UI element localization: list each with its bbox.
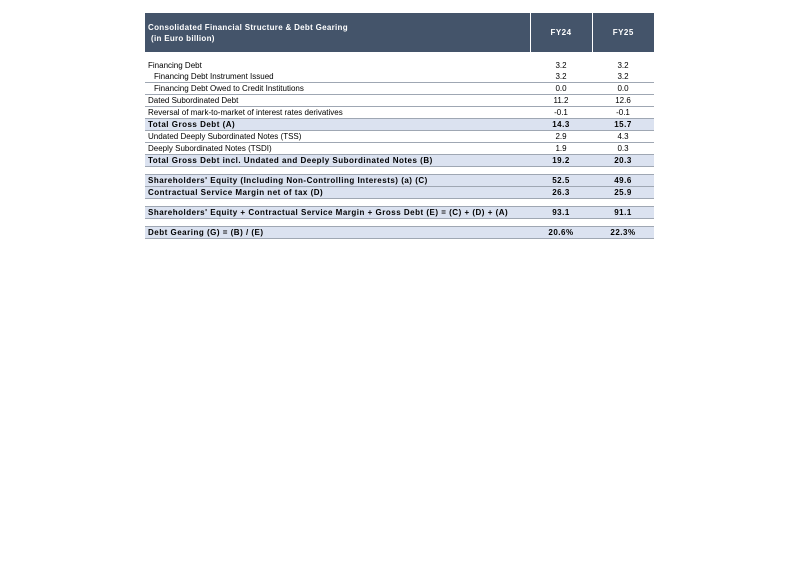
- row-value-fy25: 20.3: [592, 155, 654, 167]
- row-value-fy25: 0.3: [592, 143, 654, 155]
- row-label: Deeply Subordinated Notes (TSDI): [145, 143, 530, 155]
- row-label: Financing Debt: [148, 61, 202, 70]
- row-value-fy24: 52.5: [530, 175, 592, 187]
- row-value-fy25: 4.3: [592, 131, 654, 143]
- table-row: [145, 143, 654, 155]
- total-row: [145, 175, 654, 187]
- row-label: Dated Subordinated Debt: [145, 95, 530, 107]
- row-value-fy24: 93.1: [530, 207, 592, 219]
- table-row: [145, 131, 654, 143]
- row-value-fy25: 91.1: [592, 207, 654, 219]
- total-row: [145, 155, 654, 167]
- row-value-fy24: 19.2: [530, 155, 592, 167]
- row-label: Contractual Service Margin net of tax (D): [145, 187, 530, 199]
- table-title-line1: Consolidated Financial Structure & Debt Gearing: [148, 22, 348, 32]
- financial-structure-table: [145, 13, 654, 239]
- column-header-fy24: FY24: [530, 13, 592, 52]
- row-value-fy24: 26.3: [530, 187, 592, 199]
- row-value-fy25: 3.2: [617, 61, 629, 70]
- row-label: Financing Debt Instrument Issued: [145, 71, 530, 83]
- table-row: [145, 83, 654, 95]
- row-value-fy24: 1.9: [530, 143, 592, 155]
- row-label: Total Gross Debt (A): [145, 119, 530, 131]
- table-row: [145, 107, 654, 119]
- row-value-fy25: -0.1: [592, 107, 654, 119]
- table-row: [145, 71, 654, 83]
- row-label: Financing Debt Owed to Credit Institutions: [145, 83, 530, 95]
- row-label: Shareholders' Equity + Contractual Service Margin + Gross Debt (E) = (C) + (D) + (A): [145, 207, 530, 219]
- row-value-fy24: 11.2: [530, 95, 592, 107]
- table-title-line2: (in Euro billion): [151, 33, 215, 43]
- row-label: Reversal of mark-to-market of interest rates derivatives: [145, 107, 530, 119]
- table-header: [145, 13, 654, 52]
- row-value-fy25: 0.0: [592, 83, 654, 95]
- total-row: [145, 187, 654, 199]
- row-value-fy25: 12.6: [592, 95, 654, 107]
- row-value-fy24: 20.6%: [530, 227, 592, 239]
- total-row: [145, 207, 654, 219]
- row-label: Shareholders' Equity (Including Non-Controlling Interests) (a) (C): [145, 175, 530, 187]
- row-value-fy24: 2.9: [530, 131, 592, 143]
- row-value-fy24: 14.3: [530, 119, 592, 131]
- row-value-fy25: 49.6: [592, 175, 654, 187]
- total-row: [145, 227, 654, 239]
- row-value-fy24: -0.1: [530, 107, 592, 119]
- row-value-fy25: 22.3%: [592, 227, 654, 239]
- row-label: Debt Gearing (G) = (B) / (E): [145, 227, 530, 239]
- row-value-fy25: 25.9: [592, 187, 654, 199]
- row-value-fy25: 3.2: [592, 71, 654, 83]
- column-header-fy25: FY25: [592, 13, 654, 52]
- table-row: [145, 95, 654, 107]
- total-row: [145, 119, 654, 131]
- row-value-fy25: 15.7: [592, 119, 654, 131]
- row-value-fy24: 3.2: [530, 71, 592, 83]
- row-value-fy24: 0.0: [530, 83, 592, 95]
- row-label: Undated Deeply Subordinated Notes (TSS): [145, 131, 530, 143]
- table-row: [145, 60, 654, 71]
- row-value-fy24: 3.2: [555, 61, 567, 70]
- row-label: Total Gross Debt incl. Undated and Deeply Subordinated Notes (B): [145, 155, 530, 167]
- table-title: [145, 13, 530, 52]
